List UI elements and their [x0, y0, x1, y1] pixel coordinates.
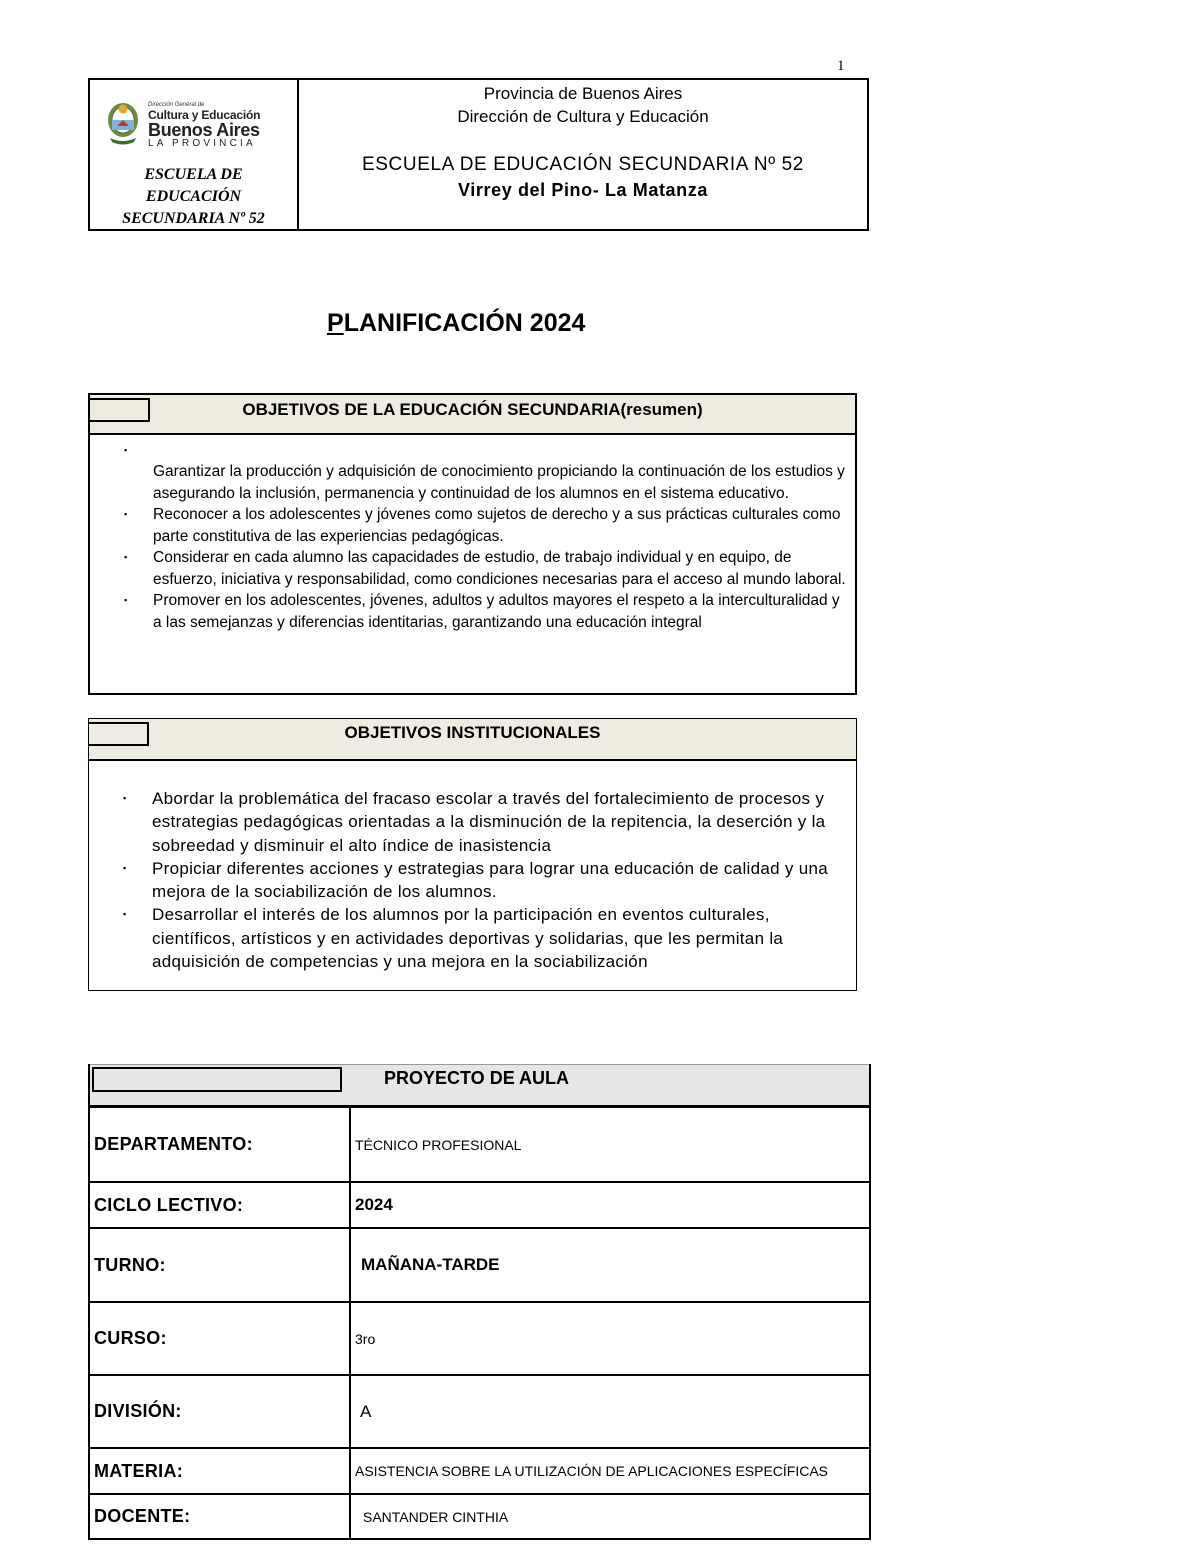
- table-row: [90, 1302, 869, 1375]
- objetivos-institucionales-title: OBJETIVOS INSTITUCIONALES: [344, 723, 601, 742]
- objetivos-secundaria-list: [90, 435, 855, 633]
- proyecto-aula-title: PROYECTO DE AULA: [384, 1068, 570, 1088]
- list-item: ▪ Desarrollar el interés de los alumnos por la participación en eventos culturales, científicos, artísticos y en actividades deportivas y solidarias, que les permitan la adquisición de competencias y una mejora en la sociabilización: [89, 903, 856, 973]
- table-row: [90, 1448, 869, 1494]
- school-location: Virrey del Pino- La Matanza: [458, 180, 708, 200]
- row-label: DEPARTAMENTO:: [90, 1108, 350, 1182]
- list-item: ▪ Reconocer a los adolescentes y jóvenes como sujetos de derecho y a sus prácticas culturales como parte constitutiva de las experiencias pedagógicas.: [90, 504, 855, 547]
- header-right-cell: [299, 80, 867, 229]
- proyecto-aula-header: [90, 1064, 869, 1108]
- table-row: [90, 1182, 869, 1228]
- list-item: ▪ Abordar la problemática del fracaso escolar a través del fortalecimiento de procesos y estrategias pedagógicas orientadas a la disminución de la repitencia, la deserción y la sobreedad y disminuir el alto índice de inasistencia: [89, 766, 856, 857]
- table-row: [90, 1108, 869, 1182]
- objetivos-institucionales-box: [88, 718, 857, 991]
- school-name: ESCUELA DE EDUCACIÓN SECUNDARIA Nº 52: [362, 154, 804, 175]
- row-value: SANTANDER CINTHIA: [363, 1508, 509, 1525]
- objetivos-secundaria-title: OBJETIVOS DE LA EDUCACIÓN SECUNDARIA(resumen): [242, 400, 703, 419]
- row-value: MAÑANA-TARDE: [350, 1228, 869, 1302]
- objetivos-secundaria-header: [90, 395, 855, 435]
- row-label: TURNO:: [90, 1228, 350, 1302]
- list-item: ▪ Garantizar la producción y adquisición de conocimiento propiciando la continuación de los estudios y asegurando la inclusión, permanencia y continuidad de los alumnos en el sistema educativo.: [90, 440, 855, 504]
- row-value: 3ro: [350, 1302, 869, 1375]
- cultura-educacion-logo: Dirección General de Cultura y Educación Buenos Aires LA PROVINCIA: [148, 102, 261, 149]
- row-label: CICLO LECTIVO:: [90, 1182, 350, 1228]
- table-row: [90, 1375, 869, 1448]
- row-label: DIVISIÓN:: [90, 1375, 350, 1448]
- page-number: 1: [837, 58, 845, 74]
- list-item: ▪ Propiciar diferentes acciones y estrategias para lograr una educación de calidad y una mejora de la sociabilización de los alumnos.: [89, 857, 856, 904]
- header-empty-cell: [92, 1067, 342, 1092]
- proyecto-aula-table: [88, 1064, 871, 1540]
- row-value: 2024: [350, 1182, 869, 1228]
- row-value: ASISTENCIA SOBRE LA UTILIZACIÓN DE APLICACIONES ESPECÍFICAS: [350, 1448, 869, 1494]
- province-name: Provincia de Buenos Aires: [483, 84, 683, 103]
- direction-name: Dirección de Cultura y Educación: [457, 107, 709, 126]
- proyecto-fields: [90, 1108, 869, 1538]
- row-value: A: [350, 1375, 869, 1448]
- list-item: ▪ Promover en los adolescentes, jóvenes, adultos y adultos mayores el respeto a la interculturalidad y a las semejanzas y diferencias identitarias, garantizando una educación integral: [90, 590, 855, 633]
- row-label: MATERIA:: [90, 1448, 350, 1494]
- row-label: CURSO:: [90, 1302, 350, 1375]
- objetivos-secundaria-box: [88, 393, 857, 695]
- school-name-left: ESCUELA DE EDUCACIÓN SECUNDARIA Nº 52: [122, 166, 265, 227]
- header-left-cell: [90, 80, 299, 229]
- table-row: [90, 1228, 869, 1302]
- row-label: DOCENTE:: [90, 1494, 350, 1538]
- page-title: PLANIFICACIÓN 2024: [327, 309, 586, 337]
- row-value: TÉCNICO PROFESIONAL: [350, 1108, 869, 1182]
- document-header: [88, 78, 869, 231]
- list-item: ▪ Considerar en cada alumno las capacidades de estudio, de trabajo individual y en equipo, de esfuerzo, iniciativa y responsabilidad, como condiciones necesarias para el acceso al mundo laboral.: [90, 547, 855, 590]
- table-row: [90, 1494, 869, 1538]
- objetivos-institucionales-header: [89, 719, 856, 761]
- objetivos-institucionales-list: [89, 761, 856, 973]
- argentina-seal-icon: [105, 100, 141, 146]
